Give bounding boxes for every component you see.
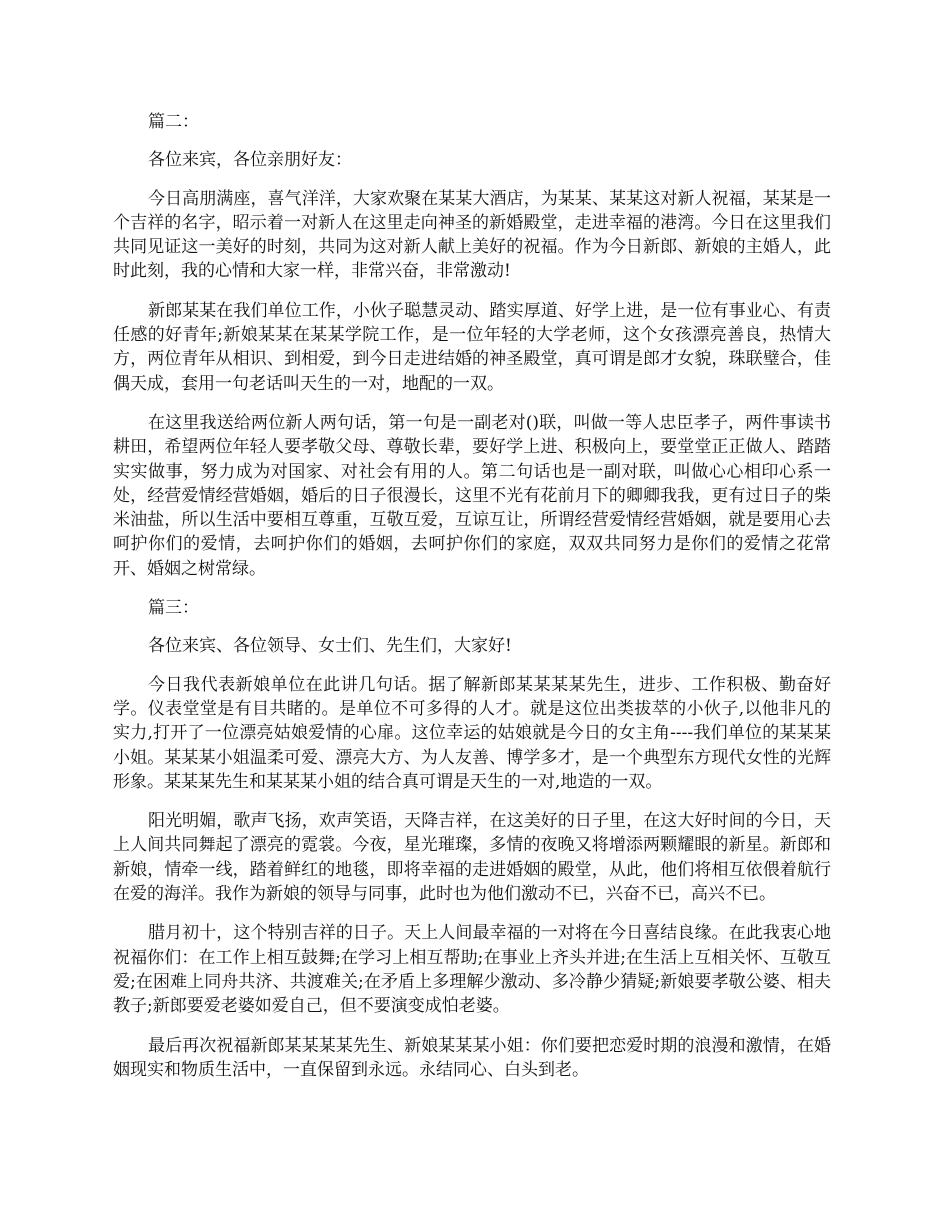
section-heading-3: 篇三： [148, 598, 199, 619]
paragraph: 新郎某某在我们单位工作，小伙子聪慧灵动、踏实厚道、好学上进，是一位有事业心、有责任感的好青年;新娘某某在某某学院工作，是一位年轻的大学老师，这个女孩漂亮善良，热情大方，两位青年从相识、到相爱，到今日走进结婚的神圣殿堂，真可谓是郎才女貌，珠联璧合，佳偶天成，套用一句老话叫天生的一对，地配的一双。 [113, 300, 831, 394]
section-heading-2: 篇二： [148, 112, 199, 132]
paragraph: 今日我代表新娘单位在此讲几句话。据了解新郎某某某某先生，进步、工作积极、勤奋好学。仪表堂堂是有目共睹的。是单位不可多得的人才。就是这位出类拔萃的小伙子,以他非凡的实力,打开了一位漂亮姑娘爱情的心扉。这位幸运的姑娘就是今日的女主角----我们单位的某某某小姐。某某某小姐温柔可爱、漂亮大方、为人友善、博学多才，是一个典型东方现代女性的光辉形象。某某某先生和某某某小姐的结合真可谓是天生的一对,地造的一双。 [113, 674, 831, 792]
greeting-3: 各位来宾、各位领导、女士们、先生们，大家好! [148, 636, 512, 657]
document-body [113, 110, 831, 1097]
paragraph: 阳光明媚，歌声飞扬，欢声笑语，天降吉祥，在这美好的日子里，在这大好时间的今日，天上人间共同舞起了漂亮的霓裳。今夜，星光璀璨，多情的夜晚又将增添两颗耀眼的新星。新郎和新娘，情牵一线，踏着鲜红的地毯，即将幸福的走进婚姻的殿堂，从此，他们将相互依偎着航行在爱的海洋。我作为新娘的领导与同事，此时也为他们激动不已，兴奋不已，高兴不已。 [113, 811, 831, 905]
paragraph: 腊月初十，这个特别吉祥的日子。天上人间最幸福的一对将在今日喜结良缘。在此我衷心地祝福你们：在工作上相互鼓舞;在学习上相互帮助;在事业上齐头并进;在生活上互相关怀、互敬互爱;在困难上同舟共济、共渡难关;在矛盾上多理解少激动、多冷静少猜疑;新娘要孝敬公婆、相夫教子;新郎要爱老婆如爱自己，但不要演变成怕老婆。 [113, 923, 831, 1017]
paragraph: 今日高朋满座，喜气洋洋，大家欢聚在某某大酒店，为某某、某某这对新人祝福，某某是一个吉祥的名字，昭示着一对新人在这里走向神圣的新婚殿堂，走进幸福的港湾。今日在这里我们共同见证这一美好的时刻，共同为这对新人献上美好的祝福。作为今日新郎、新娘的主婚人，此时此刻，我的心情和大家一样，非常兴奋，非常激动! [113, 188, 831, 282]
paragraph: 最后再次祝福新郎某某某某先生、新娘某某某小姐：你们要把恋爱时期的浪漫和激情，在婚姻现实和物质生活中，一直保留到永远。永结同心、白头到老。 [113, 1035, 831, 1080]
greeting-2: 各位来宾，各位亲朋好友： [148, 150, 352, 171]
paragraph: 在这里我送给两位新人两句话，第一句是一副老对()联，叫做一等人忠臣孝子，两件事读书耕田，希望两位年轻人要孝敬父母、尊敬长辈，要好学上进、积极向上，要堂堂正正做人、踏踏实实做事，努力成为对国家、对社会有用的人。第二句话也是一副对联，叫做心心相印心系一处，经营爱情经营婚姻，婚后的日子很漫长，这里不光有花前月下的卿卿我我，更有过日子的柴米油盐，所以生活中要相互尊重，互敬互爱，互谅互让，所谓经营爱情经营婚姻，就是要用心去呵护你们的爱情，去呵护你们的婚姻，去呵护你们的家庭，双双共同努力是你们的爱情之花常开、婚姻之树常绿。 [113, 412, 831, 579]
